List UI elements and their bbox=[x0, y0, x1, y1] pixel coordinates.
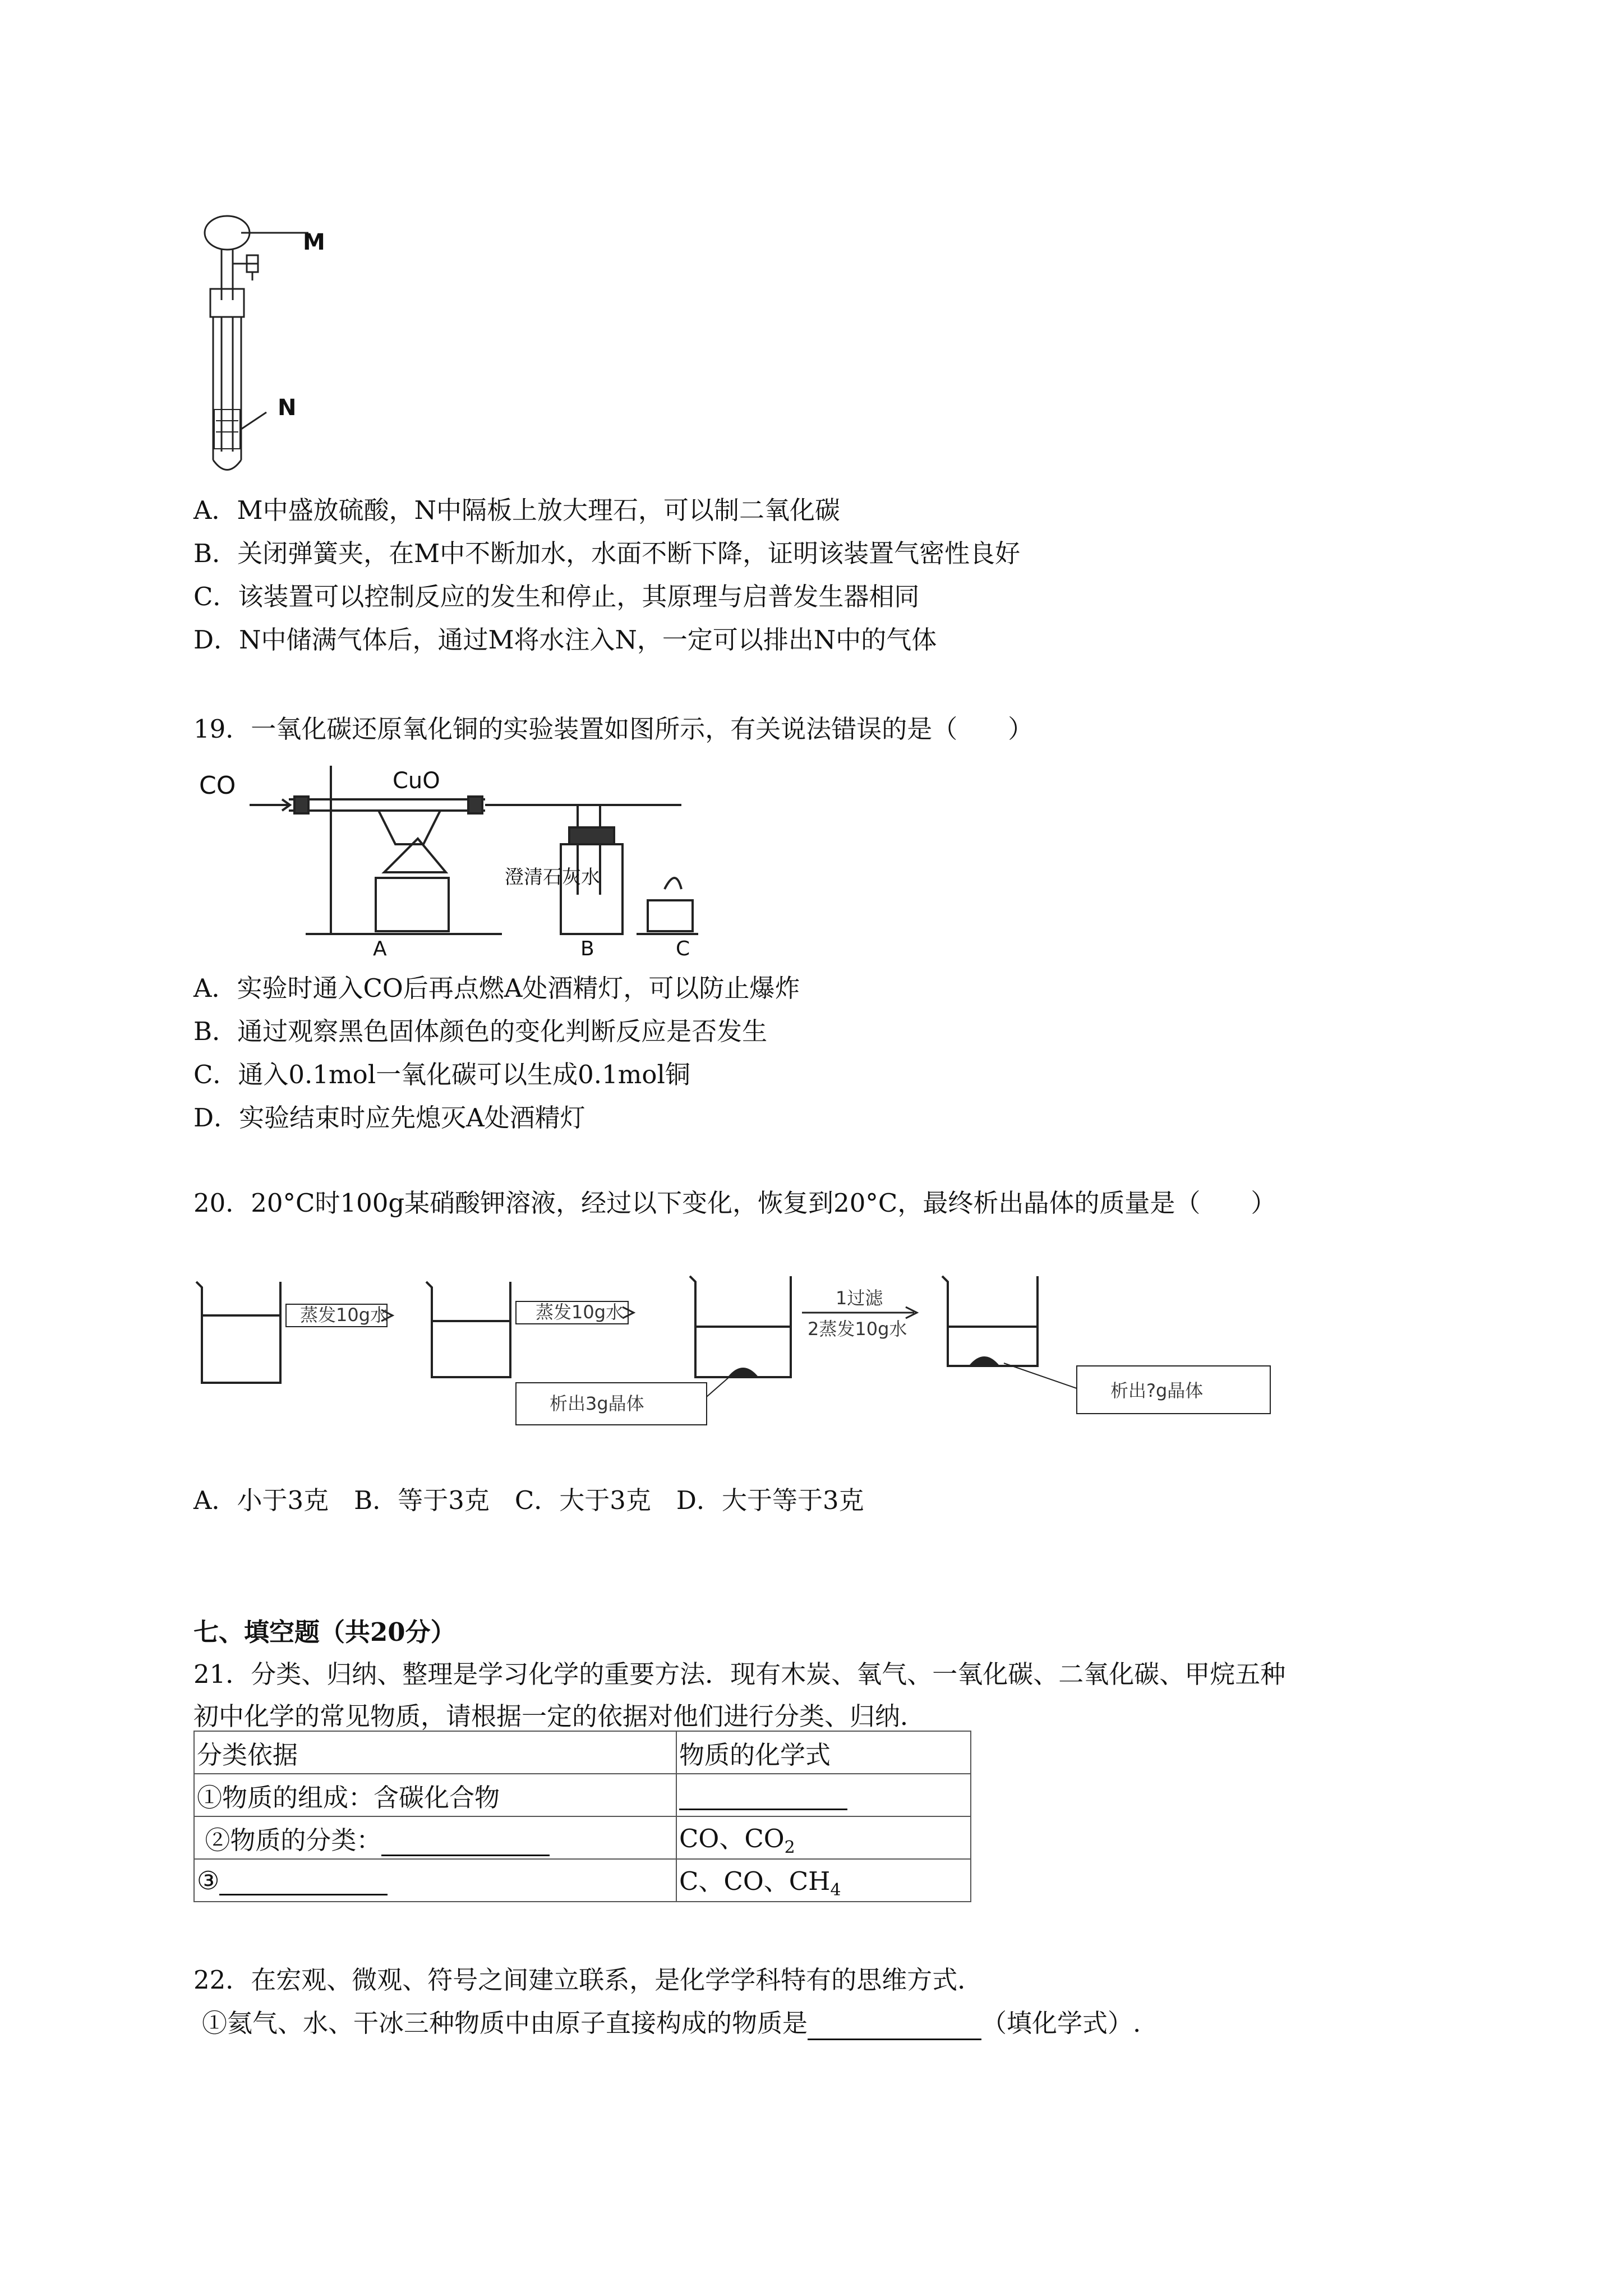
row2-formula-cell bbox=[676, 1816, 971, 1859]
label-co: CO bbox=[199, 771, 236, 800]
q21-stem-line1: 21．分类、归纳、整理是学习化学的重要方法．现有木炭、氧气、一氧化碳、二氧化碳、甲烷五种 bbox=[193, 1659, 1286, 1689]
q18-option-d: D．N中储满气体后，通过M将水注入N，一定可以排出N中的气体 bbox=[193, 625, 937, 655]
step2-label: 蒸发10g水 bbox=[536, 1301, 624, 1323]
q20-stem: 20．20°C时100g某硝酸钾溶液，经过以下变化，恢复到20°C，最终析出晶体的质量是（ ） bbox=[193, 1188, 1276, 1218]
q18-option-a: A．M中盛放硫酸，N中隔板上放大理石，可以制二氧化碳 bbox=[193, 495, 840, 525]
row3-formula-cell bbox=[676, 1859, 971, 1902]
table-row bbox=[194, 1731, 971, 1774]
row2-formula-subscript: 2 bbox=[784, 1838, 795, 1857]
step3-label-1: 1过滤 bbox=[836, 1287, 883, 1309]
q18-option-c: C．该装置可以控制反应的发生和停止，其原理与启普发生器相同 bbox=[193, 582, 920, 611]
row3-basis: ③ bbox=[197, 1865, 220, 1895]
table-row bbox=[194, 1816, 971, 1859]
q19-option-d: D．实验结束时应先熄灭A处酒精灯 bbox=[193, 1103, 585, 1133]
q22-sub1 bbox=[202, 2007, 1141, 2040]
section-title: 七、填空题（共20分） bbox=[193, 1617, 456, 1647]
q19-option-b: B．通过观察黑色固体颜色的变化判断反应是否发生 bbox=[193, 1016, 768, 1046]
row2-formula: CO、CO bbox=[679, 1824, 785, 1853]
row3-formula: C、CO、CH bbox=[679, 1866, 831, 1896]
q22-sub1-suffix: （填化学式）. bbox=[981, 2008, 1141, 2038]
q18-option-b: B．关闭弹簧夹，在M中不断加水，水面不断下降，证明该装置气密性良好 bbox=[193, 539, 1021, 568]
header-formula: 物质的化学式 bbox=[676, 1731, 971, 1774]
row3-formula-subscript: 4 bbox=[830, 1880, 841, 1900]
row3-basis-cell bbox=[194, 1859, 676, 1902]
step3-label-2: 2蒸发10g水 bbox=[808, 1318, 907, 1340]
box2-label: 析出?g晶体 bbox=[1110, 1380, 1204, 1401]
row2-basis-cell bbox=[194, 1816, 676, 1859]
q19-option-a: A．实验时通入CO后再点燃A处酒精灯，可以防止爆炸 bbox=[193, 973, 800, 1003]
step1-label: 蒸发10g水 bbox=[300, 1304, 389, 1326]
classification-table bbox=[193, 1731, 971, 1902]
q21-stem-line2: 初中化学的常见物质，请根据一定的依据对他们进行分类、归纳． bbox=[193, 1701, 926, 1731]
q19-stem: 19．一氧化碳还原氧化铜的实验装置如图所示，有关说法错误的是（ ） bbox=[193, 714, 1034, 744]
q20-options: A．小于3克 B．等于3克 C．大于3克 D．大于等于3克 bbox=[193, 1485, 864, 1515]
box1-label: 析出3g晶体 bbox=[550, 1393, 644, 1414]
row2-basis: ②物质的分类： bbox=[205, 1825, 382, 1855]
row1-basis: ①物质的组成：含碳化合物 bbox=[194, 1774, 676, 1816]
table-row bbox=[194, 1859, 971, 1902]
label-n: N bbox=[278, 395, 297, 421]
row1-formula-blank[interactable] bbox=[679, 1784, 847, 1810]
q18-apparatus-figure bbox=[185, 210, 353, 480]
q22-sub1-text: ①氦气、水、干冰三种物质中由原子直接构成的物质是 bbox=[202, 2008, 808, 2038]
label-limewater: 澄清石灰水 bbox=[505, 866, 600, 889]
row2-basis-blank[interactable] bbox=[381, 1830, 550, 1856]
q22-answer-blank[interactable] bbox=[808, 2014, 981, 2040]
label-a: A bbox=[373, 937, 387, 956]
header-basis: 分类依据 bbox=[194, 1731, 676, 1774]
label-c: C bbox=[676, 937, 690, 956]
row1-formula-cell bbox=[676, 1774, 971, 1816]
q19-option-c: C．通入0.1mol一氧化碳可以生成0.1mol铜 bbox=[193, 1060, 690, 1089]
label-cuo: CuO bbox=[393, 768, 440, 794]
row3-basis-blank[interactable] bbox=[219, 1869, 388, 1895]
q22-stem: 22．在宏观、微观、符号之间建立联系，是化学学科特有的思维方式． bbox=[193, 1965, 983, 1995]
table-row bbox=[194, 1774, 971, 1816]
q20-process-figure bbox=[191, 1271, 1301, 1450]
q19-apparatus-figure bbox=[193, 754, 698, 956]
label-m: M bbox=[303, 229, 325, 255]
label-b: B bbox=[580, 937, 594, 956]
